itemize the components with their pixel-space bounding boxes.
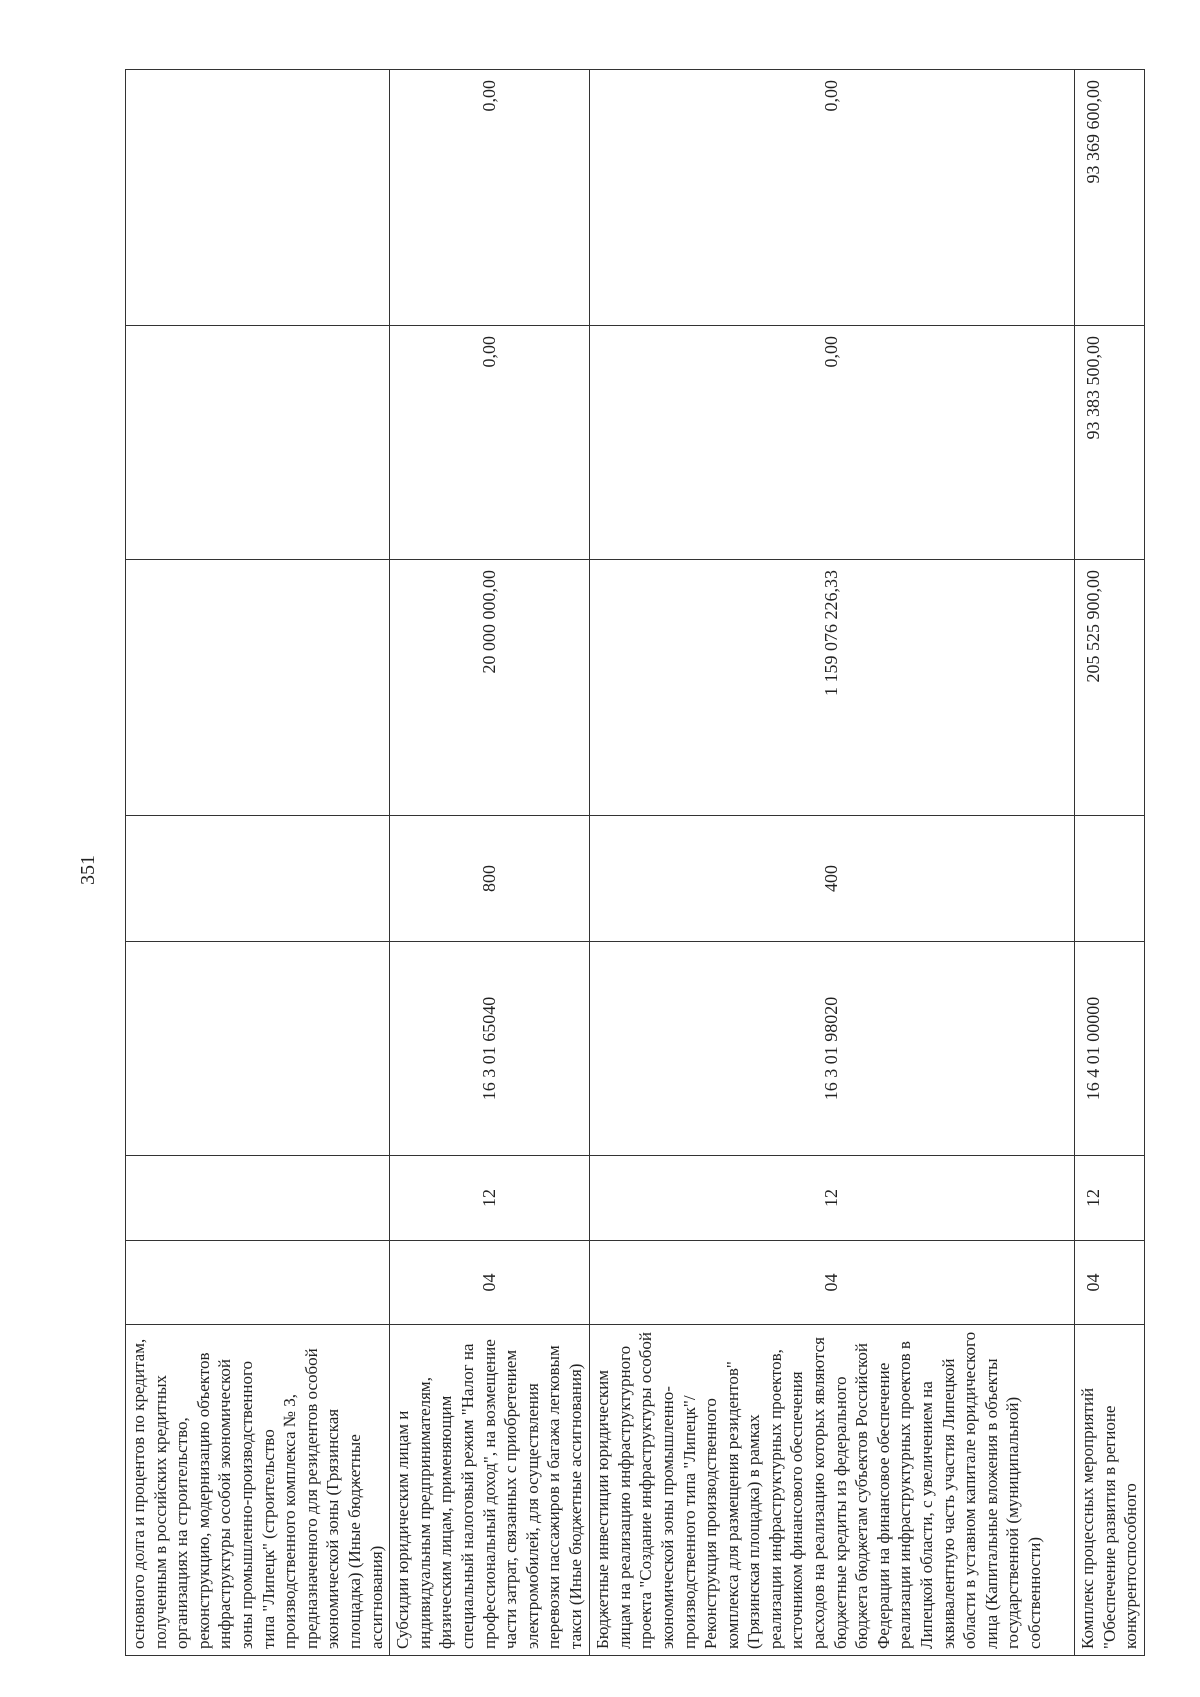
row-amount-2 — [126, 326, 390, 560]
row-subsection: 12 — [390, 1156, 590, 1241]
row-amount-3: 0,00 — [590, 70, 1075, 326]
row-expense-type — [126, 816, 390, 942]
row-description: Комплекс процессных мероприятий "Обеспечение развития в регионе конкурентоспособного — [1075, 1325, 1145, 1656]
row-section: 04 — [390, 1241, 590, 1325]
row-section — [126, 1241, 390, 1325]
table-row — [1075, 70, 1145, 1656]
table-row — [390, 70, 590, 1656]
rotated-page — [125, 70, 1141, 1656]
row-expense-type: 400 — [590, 816, 1075, 942]
row-subsection: 12 — [590, 1156, 1075, 1241]
row-expense-type: 800 — [390, 816, 590, 942]
row-amount-3: 93 369 600,00 — [1075, 70, 1145, 326]
budget-table — [125, 69, 1145, 1656]
row-description: Бюджетные инвестиции юридическим лицам на реализацию инфраструктурного проекта "Создание инфраструктуры особой экономической зоны промышленно-производственного типа "Липецк"/Реконструкция производственного комплекса для размещения резидентов" (Грязинская площадка) в рамках реализации инфраструктурных проектов, источником финансового обеспечения расходов на реализацию которых являются бюджетные кредиты из федерального бюджета бюджетам субъектов Российской Федерации на финансовое обеспечение реализации инфраструктурных проектов в Липецкой области, с увеличением на эквивалентную часть участия Липецкой области в уставном капитале юридического лица (Капитальные вложения в объекты государственной (муниципальной) собственности) — [590, 1325, 1075, 1656]
row-amount-1: 205 525 900,00 — [1075, 560, 1145, 816]
row-section: 04 — [1075, 1241, 1145, 1325]
row-amount-3: 0,00 — [390, 70, 590, 326]
row-amount-2: 0,00 — [390, 326, 590, 560]
row-amount-1 — [126, 560, 390, 816]
row-target-article: 16 3 01 65040 — [390, 942, 590, 1156]
row-description: основного долга и процентов по кредитам, полученным в российских кредитных организациях на строительство, реконструкцию, модернизацию объектов инфраструктуры особой экономической зоны промышленно-производственного типа "Липецк" (строительство производственного комплекса № 3, предназначенного для резидентов особой экономической зоны (Грязинская площадка) (Иные бюджетные ассигнования) — [126, 1325, 390, 1656]
table-row — [590, 70, 1075, 1656]
row-amount-1: 1 159 076 226,33 — [590, 560, 1075, 816]
row-subsection — [126, 1156, 390, 1241]
row-amount-2: 93 383 500,00 — [1075, 326, 1145, 560]
row-amount-2: 0,00 — [590, 326, 1075, 560]
row-description: Субсидии юридическим лицам и индивидуальным предпринимателям, физическим лицам, применяющим специальный налоговый режим "Налог на профессиональный доход", на возмещение части затрат, связанных с приобретением электромобилей, для осуществления перевозки пассажиров и багажа легковым такси (Иные бюджетные ассигнования) — [390, 1325, 590, 1656]
row-section: 04 — [590, 1241, 1075, 1325]
row-amount-1: 20 000 000,00 — [390, 560, 590, 816]
row-expense-type — [1075, 816, 1145, 942]
table-row — [126, 70, 390, 1656]
row-target-article: 16 3 01 98020 — [590, 942, 1075, 1156]
row-target-article: 16 4 01 00000 — [1075, 942, 1145, 1156]
row-target-article — [126, 942, 390, 1156]
row-subsection: 12 — [1075, 1156, 1145, 1241]
row-amount-3 — [126, 70, 390, 326]
page-number: 351 — [77, 855, 99, 885]
